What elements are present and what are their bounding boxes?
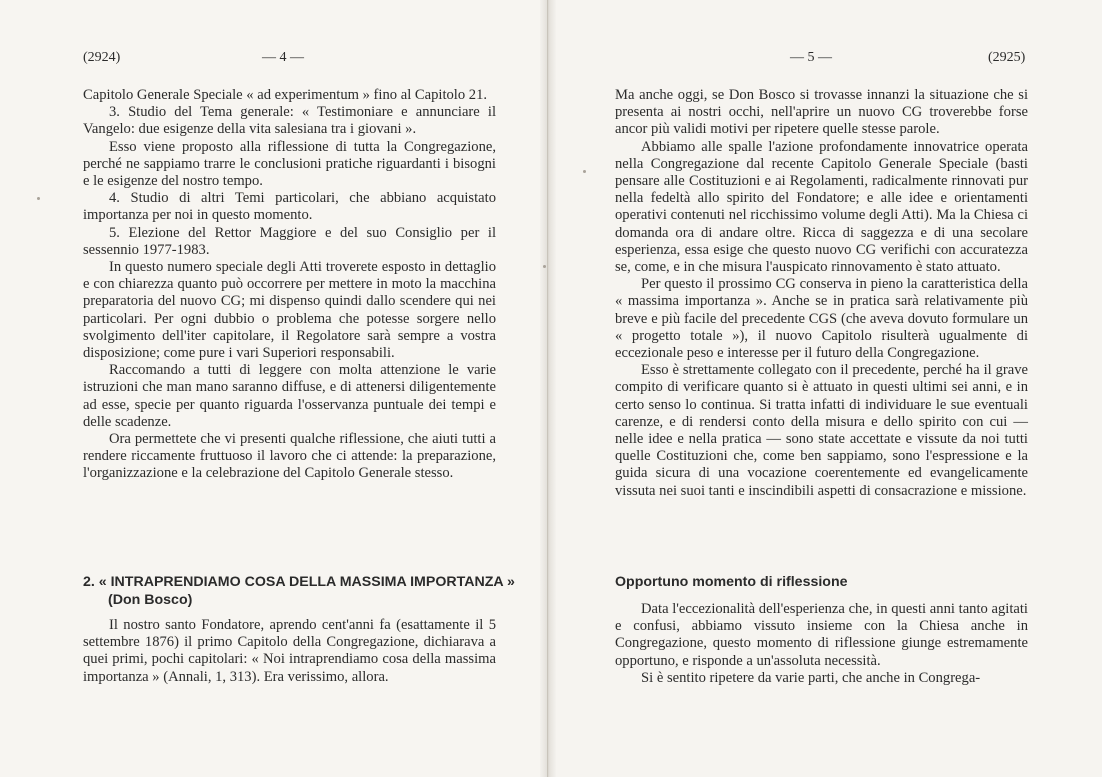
paragraph: Ora permettete che vi presenti qualche riflessione, che aiuti tutti a rendere riccamente fruttuoso il lavoro che ci attende: la preparazione, l'organizzazione e la celebrazione del Capitolo Generale stesso. [83, 431, 496, 482]
section-heading-attribution: (Don Bosco) [108, 592, 193, 608]
book-gutter [540, 0, 556, 777]
paper-speck [583, 170, 586, 173]
paragraph: In questo numero speciale degli Atti troverete esposto in dettaglio e con chiarezza quanto può occorrere per mettere in moto la macchina preparatoria del nuovo CG; mi dispenso quindi dallo scendere qui nei particolari. Per ogni dubbio o problema che potesse sorgere nello svolgimento dell'iter capitolare, il Regolatore sarà sempre a vostra disposizione; come pure i vari Superiori responsabili. [83, 259, 496, 362]
paragraph: Data l'eccezionalità dell'esperienza che, in questi anni tanto agitati e confusi, abbiamo vissuto insieme con la Chiesa anche in Congregazione, questo momento di riflessione giunge estremamente opportuno, e risponde a un'assoluta necessità. [615, 601, 1028, 669]
left-page-number: — 4 — [262, 50, 304, 65]
left-sheet-number: (2924) [83, 50, 121, 65]
paper-speck [543, 265, 546, 268]
paragraph: Esso è strettamente collegato con il precedente, perché ha il grave compito di verificare quanto si è attuato in questi ultimi sei anni, e in certo senso lo continua. Si tratta infatti di individuare le sue eventuali carenze, e di rendersi conto della misura e dello spirito con cui — nelle idee e nella pratica — sono state accettate e vissute da noi tutti quelle Costituzioni che, come ben sappiamo, sono l'espressione e la guida sicura di una vocazione coerentemente ed evangelicamente vissuta nei suoi tanti e inscindibili aspetti di consacrazione e missione. [615, 362, 1028, 499]
left-top-text [83, 87, 496, 483]
paragraph: Abbiamo alle spalle l'azione profondamente innovatrice operata nella Congregazione dal recente Capitolo Generale Speciale (basti pensare alle Costituzioni e ai Regolamenti, radicalmente rinnovati pur nella fedeltà allo spirito del Fondatore; e alle idee e orientamenti operativi contenuti nel ricchissimo volume degli Atti). Ma la Chiesa ci domanda ora di andare oltre. Ricca di saggezza e di una secolare esperienza, essa esige che questo nuovo CG verifichi con accuratezza se, come, e in che misura l'auspicato rinnovamento è stato attuato. [615, 138, 1028, 276]
paper-speck [37, 197, 40, 200]
gutter-fold [547, 0, 548, 777]
section-heading: 2. « INTRAPRENDIAMO COSA DELLA MASSIMA IMPORTANZA » [83, 574, 515, 590]
section-heading: Opportuno momento di riflessione [615, 574, 848, 590]
right-sheet-number: (2925) [988, 50, 1026, 65]
paragraph: Per questo il prossimo CG conserva in pieno la caratteristica della « massima importanza ». Anche se in pratica sarà relativamente più breve e più facile del precedente CGS (che aveva dovuto formulare un « progetto totale »), il nuovo Capitolo risulterà ugualmente di eccezionale peso e interesse per il futuro della Congregazione. [615, 276, 1028, 362]
paragraph: 5. Elezione del Rettor Maggiore e del suo Consiglio per il sessennio 1977-1983. [83, 224, 496, 258]
paragraph: Ma anche oggi, se Don Bosco si trovasse innanzi la situazione che si presenta ai nostri occhi, nell'aprire un nuovo CG troverebbe forse ancor più validi motivi per ripetere quelle stesse parole. [615, 87, 1028, 138]
right-bottom-text [615, 601, 1028, 687]
right-page-number: — 5 — [790, 50, 832, 65]
paragraph: Si è sentito ripetere da varie parti, che anche in Congrega- [641, 669, 981, 686]
paragraph: Il nostro santo Fondatore, aprendo cent'anni fa (esattamente il 5 settembre 1876) il primo Capitolo della Congregazione, dichiarava a quei primi, pochi capitolari: « Noi intraprendiamo cosa della massima importanza » (Annali, 1, 313). Era verissimo, allora. [83, 617, 496, 685]
paragraph: 4. Studio di altri Temi particolari, che abbiano acquistato importanza per noi in questo momento. [83, 190, 496, 224]
right-top-text [615, 87, 1028, 500]
paragraph: Esso viene proposto alla riflessione di tutta la Congregazione, perché ne sappiamo trarre le conclusioni pratiche riguardanti i bisogni e le esigenze del nostro tempo. [83, 138, 496, 190]
paragraph: 3. Studio del Tema generale: « Testimoniare e annunciare il Vangelo: due esigenze della vita salesiana tra i giovani ». [83, 104, 496, 138]
paragraph: Raccomando a tutti di leggere con molta attenzione le varie istruzioni che man mano saranno diffuse, e di attenersi diligentemente ad esse, specie per quanto riguarda l'osservanza puntuale dei tempi e delle scadenze. [83, 362, 496, 430]
left-bottom-text [83, 617, 496, 686]
paragraph: Capitolo Generale Speciale « ad experimentum » fino al Capitolo 21. [83, 87, 488, 103]
